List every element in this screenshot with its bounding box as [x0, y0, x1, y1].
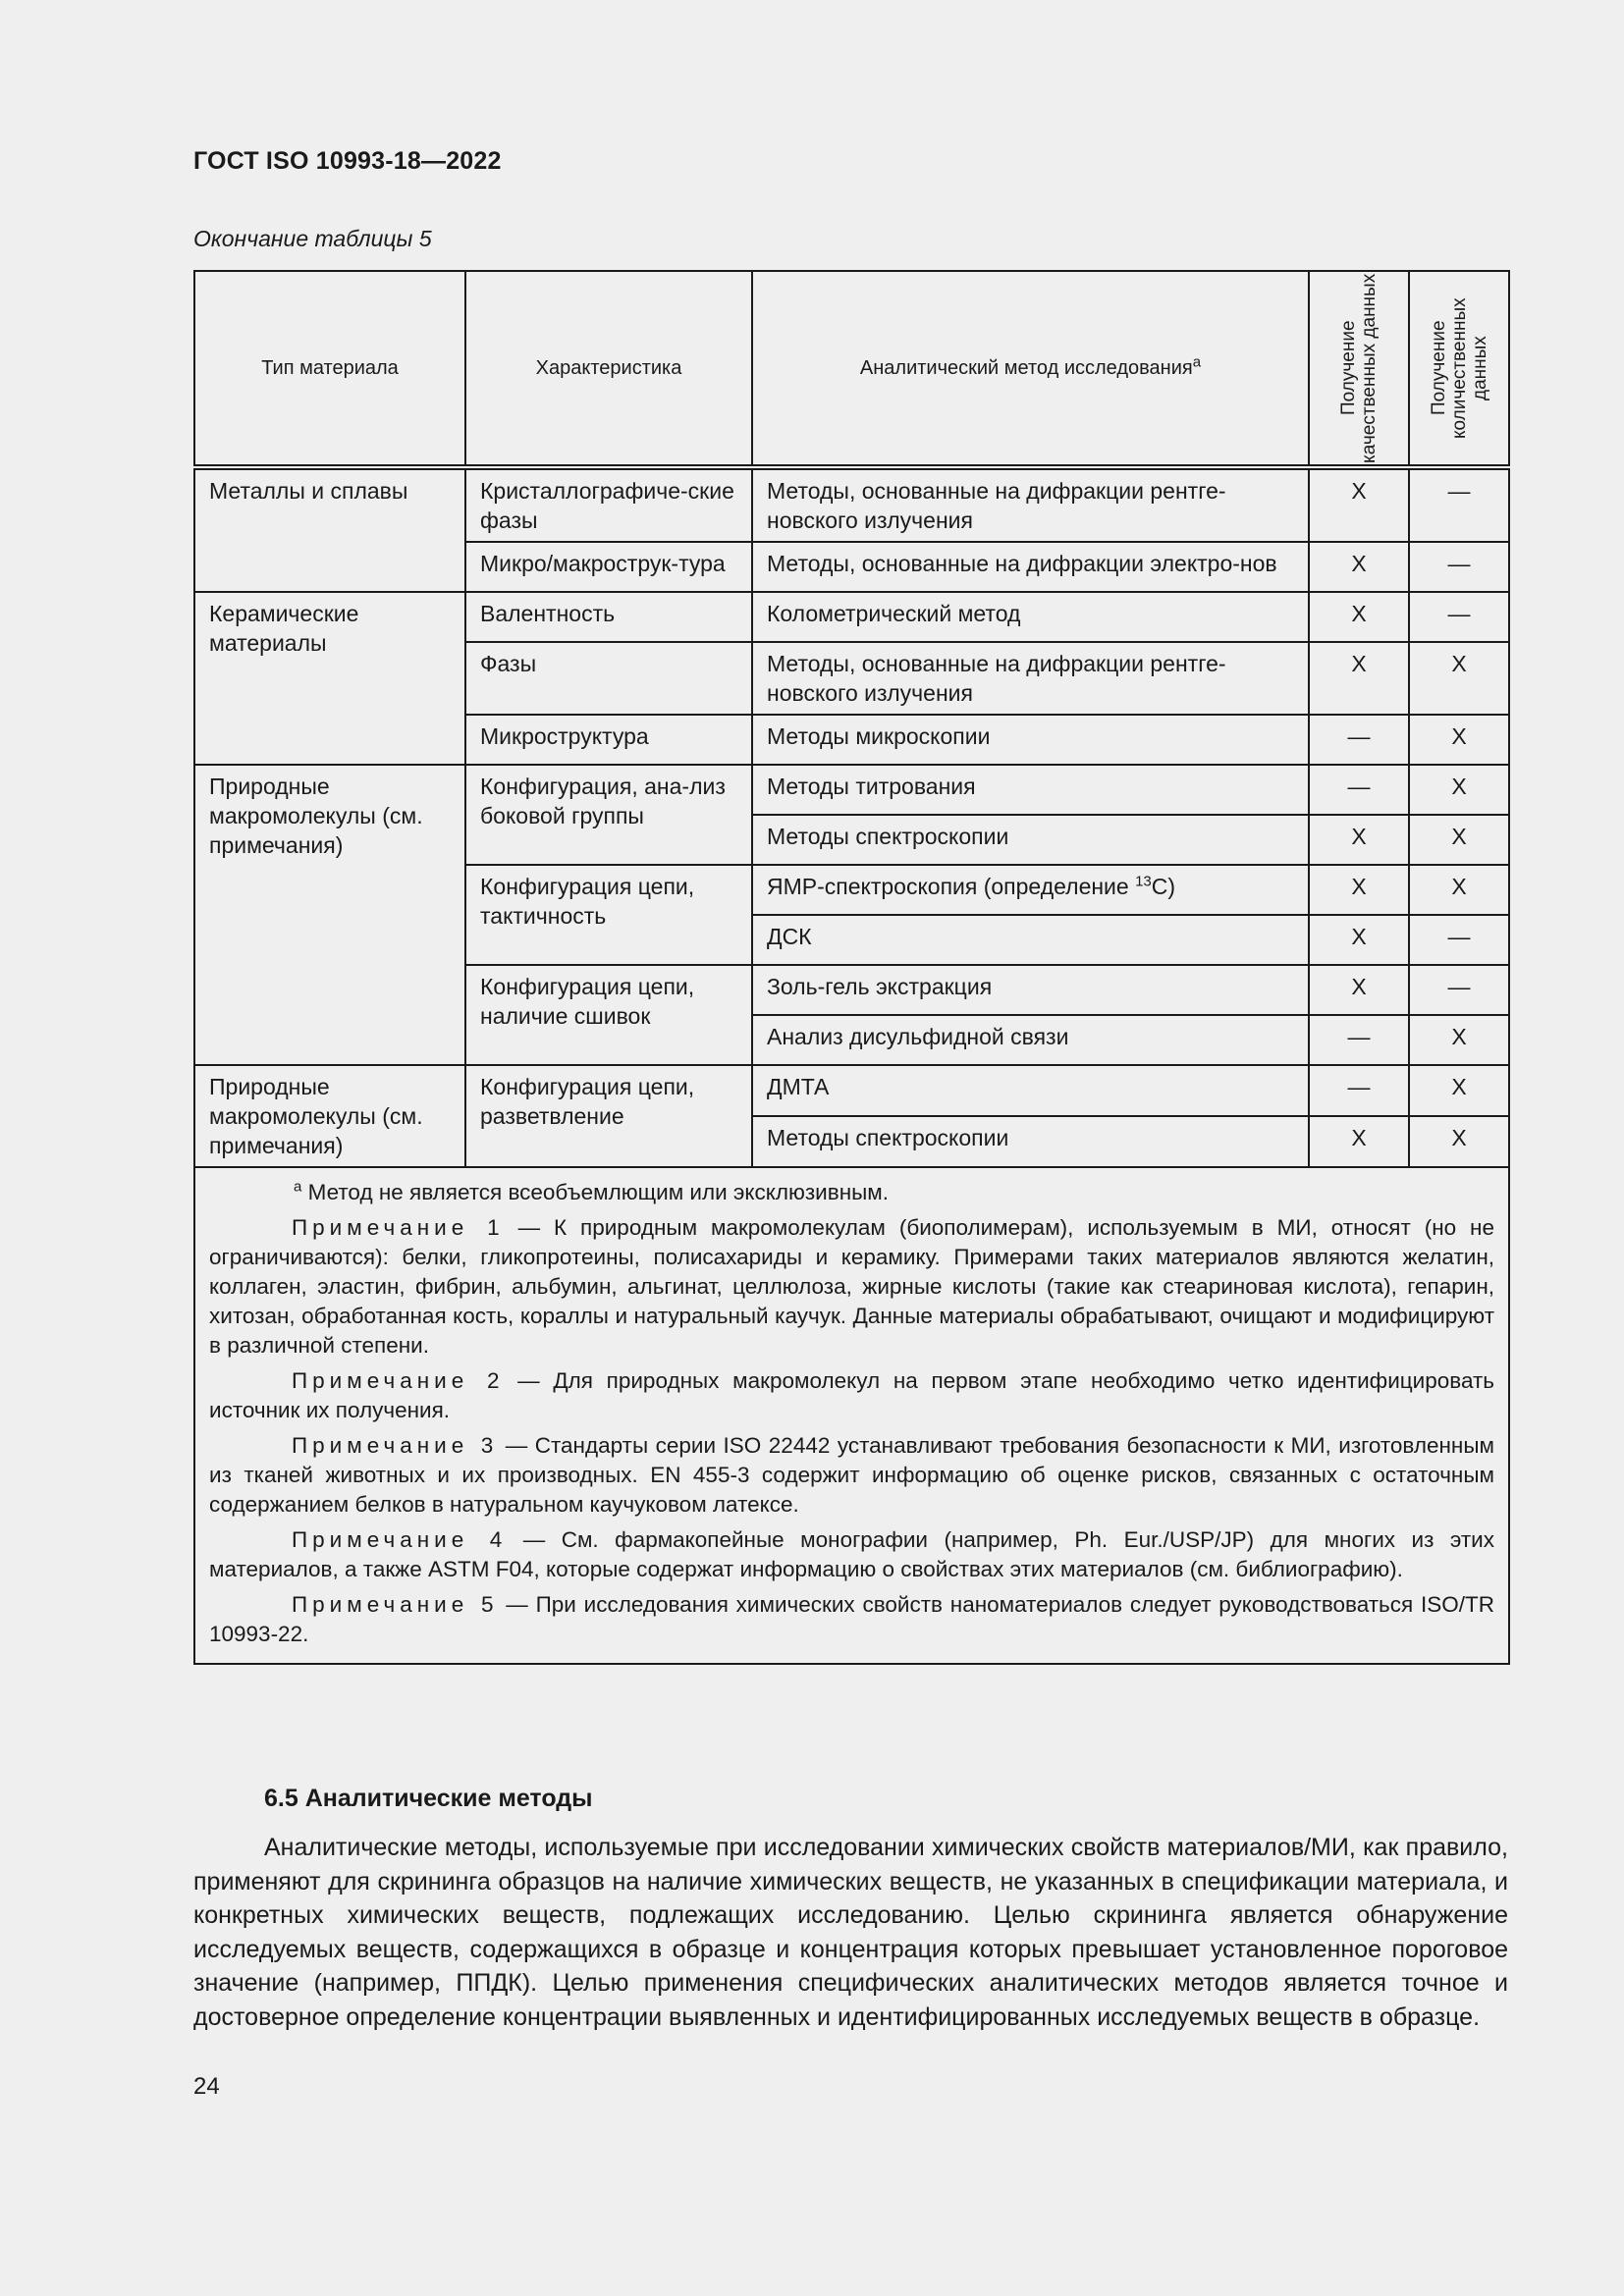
cell-characteristic: Конфигурация цепи, разветвление — [465, 1065, 752, 1167]
table-notes — [194, 1167, 1509, 1664]
section-title: 6.5 Аналитические методы — [264, 1785, 593, 1812]
note-5 — [209, 1590, 1494, 1649]
header-method — [752, 271, 1309, 467]
cell-quantitative: — — [1409, 592, 1509, 642]
note-label: Примечание 1 — [292, 1215, 505, 1240]
header-method-text: Аналитический метод исследования — [859, 357, 1193, 379]
cell-method: Методы спектроскопии — [752, 815, 1309, 865]
cell-qualitative: X — [1309, 592, 1409, 642]
cell-characteristic: Конфигурация цепи, наличие сшивок — [465, 965, 752, 1065]
cell-characteristic: Микроструктура — [465, 715, 752, 765]
cell-method: Методы, основанные на дифракции рентге-новского излучения — [752, 642, 1309, 715]
cell-qualitative: — — [1309, 1015, 1409, 1065]
cell-quantitative: — — [1409, 542, 1509, 592]
cell-method: Методы титрования — [752, 765, 1309, 815]
cell-quantitative: X — [1409, 1015, 1509, 1065]
cell-characteristic: Конфигурация, ана-лиз боковой группы — [465, 765, 752, 865]
note-label: Примечание 3 — [292, 1433, 499, 1458]
header-quantitative-text: Получение количественных данных — [1428, 297, 1490, 439]
cell-qualitative: X — [1309, 642, 1409, 715]
cell-method: ДМТА — [752, 1065, 1309, 1116]
note-text: — При исследования химических свойств наноматериалов следует руководствоваться ISO/TR 10993-22. — [209, 1592, 1494, 1646]
cell-quantitative: X — [1409, 1065, 1509, 1116]
note-text: — Для природных макромолекул на первом этапе необходимо четко идентифицировать источник их получения. — [209, 1368, 1494, 1422]
cell-quantitative: X — [1409, 815, 1509, 865]
table-row — [194, 467, 1509, 542]
note-4 — [209, 1525, 1494, 1584]
cell-qualitative: — — [1309, 1065, 1409, 1116]
methods-table — [193, 270, 1510, 1665]
cell-method: Методы, основанные на дифракции электро-нов — [752, 542, 1309, 592]
table-row — [194, 1065, 1509, 1116]
cell-characteristic: Микро/макрострук-тура — [465, 542, 752, 592]
cell-method: Методы микроскопии — [752, 715, 1309, 765]
table-notes-row — [194, 1167, 1509, 1664]
cell-qualitative: X — [1309, 815, 1409, 865]
isotope-sup: 13 — [1135, 873, 1152, 890]
note-3 — [209, 1431, 1494, 1520]
cell-qualitative: — — [1309, 715, 1409, 765]
cell-qualitative: X — [1309, 915, 1409, 965]
note-text: — К природным макромолекулам (биополимерам), используемым в МИ, относят (но не ограничиваются): белки, гликопротеины, полисахариды и керамику. Примерами таких материалов являются желатин, коллаген, эластин, фибрин, альбумин, альгинат, целлюлоза, жирные кислоты (такие как стеариновая кислота), гепарин, хитозан, обработанная кость, кораллы и натуральный каучук. Данные материалы обрабатывают, очищают и модифицируют в различной степени. — [209, 1215, 1494, 1358]
cell-characteristic: Конфигурация цепи, тактичность — [465, 865, 752, 965]
document-header: ГОСТ ISO 10993-18—2022 — [193, 147, 502, 175]
header-characteristic: Характеристика — [465, 271, 752, 467]
cell-qualitative: X — [1309, 865, 1409, 915]
cell-method-tail: C) — [1151, 874, 1176, 899]
cell-qualitative: — — [1309, 765, 1409, 815]
note-1 — [209, 1213, 1494, 1361]
cell-quantitative: X — [1409, 865, 1509, 915]
table-caption: Окончание таблицы 5 — [193, 226, 432, 251]
cell-method — [752, 865, 1309, 915]
cell-quantitative: — — [1409, 915, 1509, 965]
header-method-sup: a — [1192, 353, 1202, 371]
footnote — [209, 1178, 1494, 1207]
cell-quantitative: X — [1409, 765, 1509, 815]
section-paragraph: Аналитические методы, используемые при исследовании химических свойств материалов/МИ, как правило, применяют для скрининга образцов на наличие химических веществ, не указанных в спецификации материала, и конкретных химических веществ, подлежащих исследованию. Целью скрининга является обнаружение исследуемых веществ, содержащихся в образце и концентрация которых превышает установленное пороговое значение (например, ППДК). Целью применения специфических аналитических методов является точное и достоверное определение концентрации выявленных и идентифицированных исследуемых веществ в образце. — [193, 1834, 1508, 2031]
table-row — [194, 592, 1509, 642]
cell-qualitative: X — [1309, 1116, 1409, 1167]
cell-characteristic: Фазы — [465, 642, 752, 715]
cell-method-text: ЯМР-спектроскопия (определение — [767, 874, 1136, 899]
cell-method: Методы спектроскопии — [752, 1116, 1309, 1167]
table-header-row — [194, 271, 1509, 467]
cell-method: Колометрический метод — [752, 592, 1309, 642]
cell-qualitative: X — [1309, 542, 1409, 592]
footnote-text: Метод не является всеобъемлющим или эксклюзивным. — [307, 1180, 890, 1204]
header-qualitative-text: Получение качественных данных — [1338, 273, 1380, 463]
note-2 — [209, 1366, 1494, 1425]
page-number: 24 — [193, 2073, 220, 2100]
note-text: — Стандарты серии ISO 22442 устанавливают требования безопасности к МИ, изготовленным из тканей животных и их производных. EN 455-3 содержит информацию об оценке рисков, связанных с остаточным содержанием белков в натуральном каучуковом латексе. — [209, 1433, 1494, 1517]
cell-qualitative: X — [1309, 965, 1409, 1015]
note-label: Примечание 5 — [292, 1592, 499, 1617]
cell-quantitative: — — [1409, 467, 1509, 542]
cell-material: Металлы и сплавы — [194, 467, 465, 592]
cell-method: Золь-гель экстракция — [752, 965, 1309, 1015]
cell-method: Методы, основанные на дифракции рентге-новского излучения — [752, 467, 1309, 542]
cell-material: Природные макромолекулы (см. примечания) — [194, 765, 465, 1065]
cell-method: ДСК — [752, 915, 1309, 965]
header-quantitative — [1409, 271, 1509, 467]
cell-characteristic: Кристаллографиче-ские фазы — [465, 467, 752, 542]
cell-quantitative: X — [1409, 642, 1509, 715]
footnote-mark: a — [294, 1178, 302, 1196]
note-label: Примечание 2 — [292, 1368, 505, 1393]
cell-quantitative: X — [1409, 1116, 1509, 1167]
table-row — [194, 765, 1509, 815]
cell-quantitative: X — [1409, 715, 1509, 765]
header-material-type: Тип материала — [194, 271, 465, 467]
cell-method: Анализ дисульфидной связи — [752, 1015, 1309, 1065]
cell-quantitative: — — [1409, 965, 1509, 1015]
cell-material: Природные макромолекулы (см. примечания) — [194, 1065, 465, 1167]
cell-characteristic: Валентность — [465, 592, 752, 642]
cell-material: Керамические материалы — [194, 592, 465, 765]
header-qualitative — [1309, 271, 1409, 467]
note-label: Примечание 4 — [292, 1527, 508, 1552]
note-text: — См. фармакопейные монографии (например, Ph. Eur./USP/JP) для многих из этих материалов, а также ASTM F04, которые содержат информацию о свойствах этих материалов (см. библиографию). — [209, 1527, 1494, 1581]
cell-qualitative: X — [1309, 467, 1409, 542]
